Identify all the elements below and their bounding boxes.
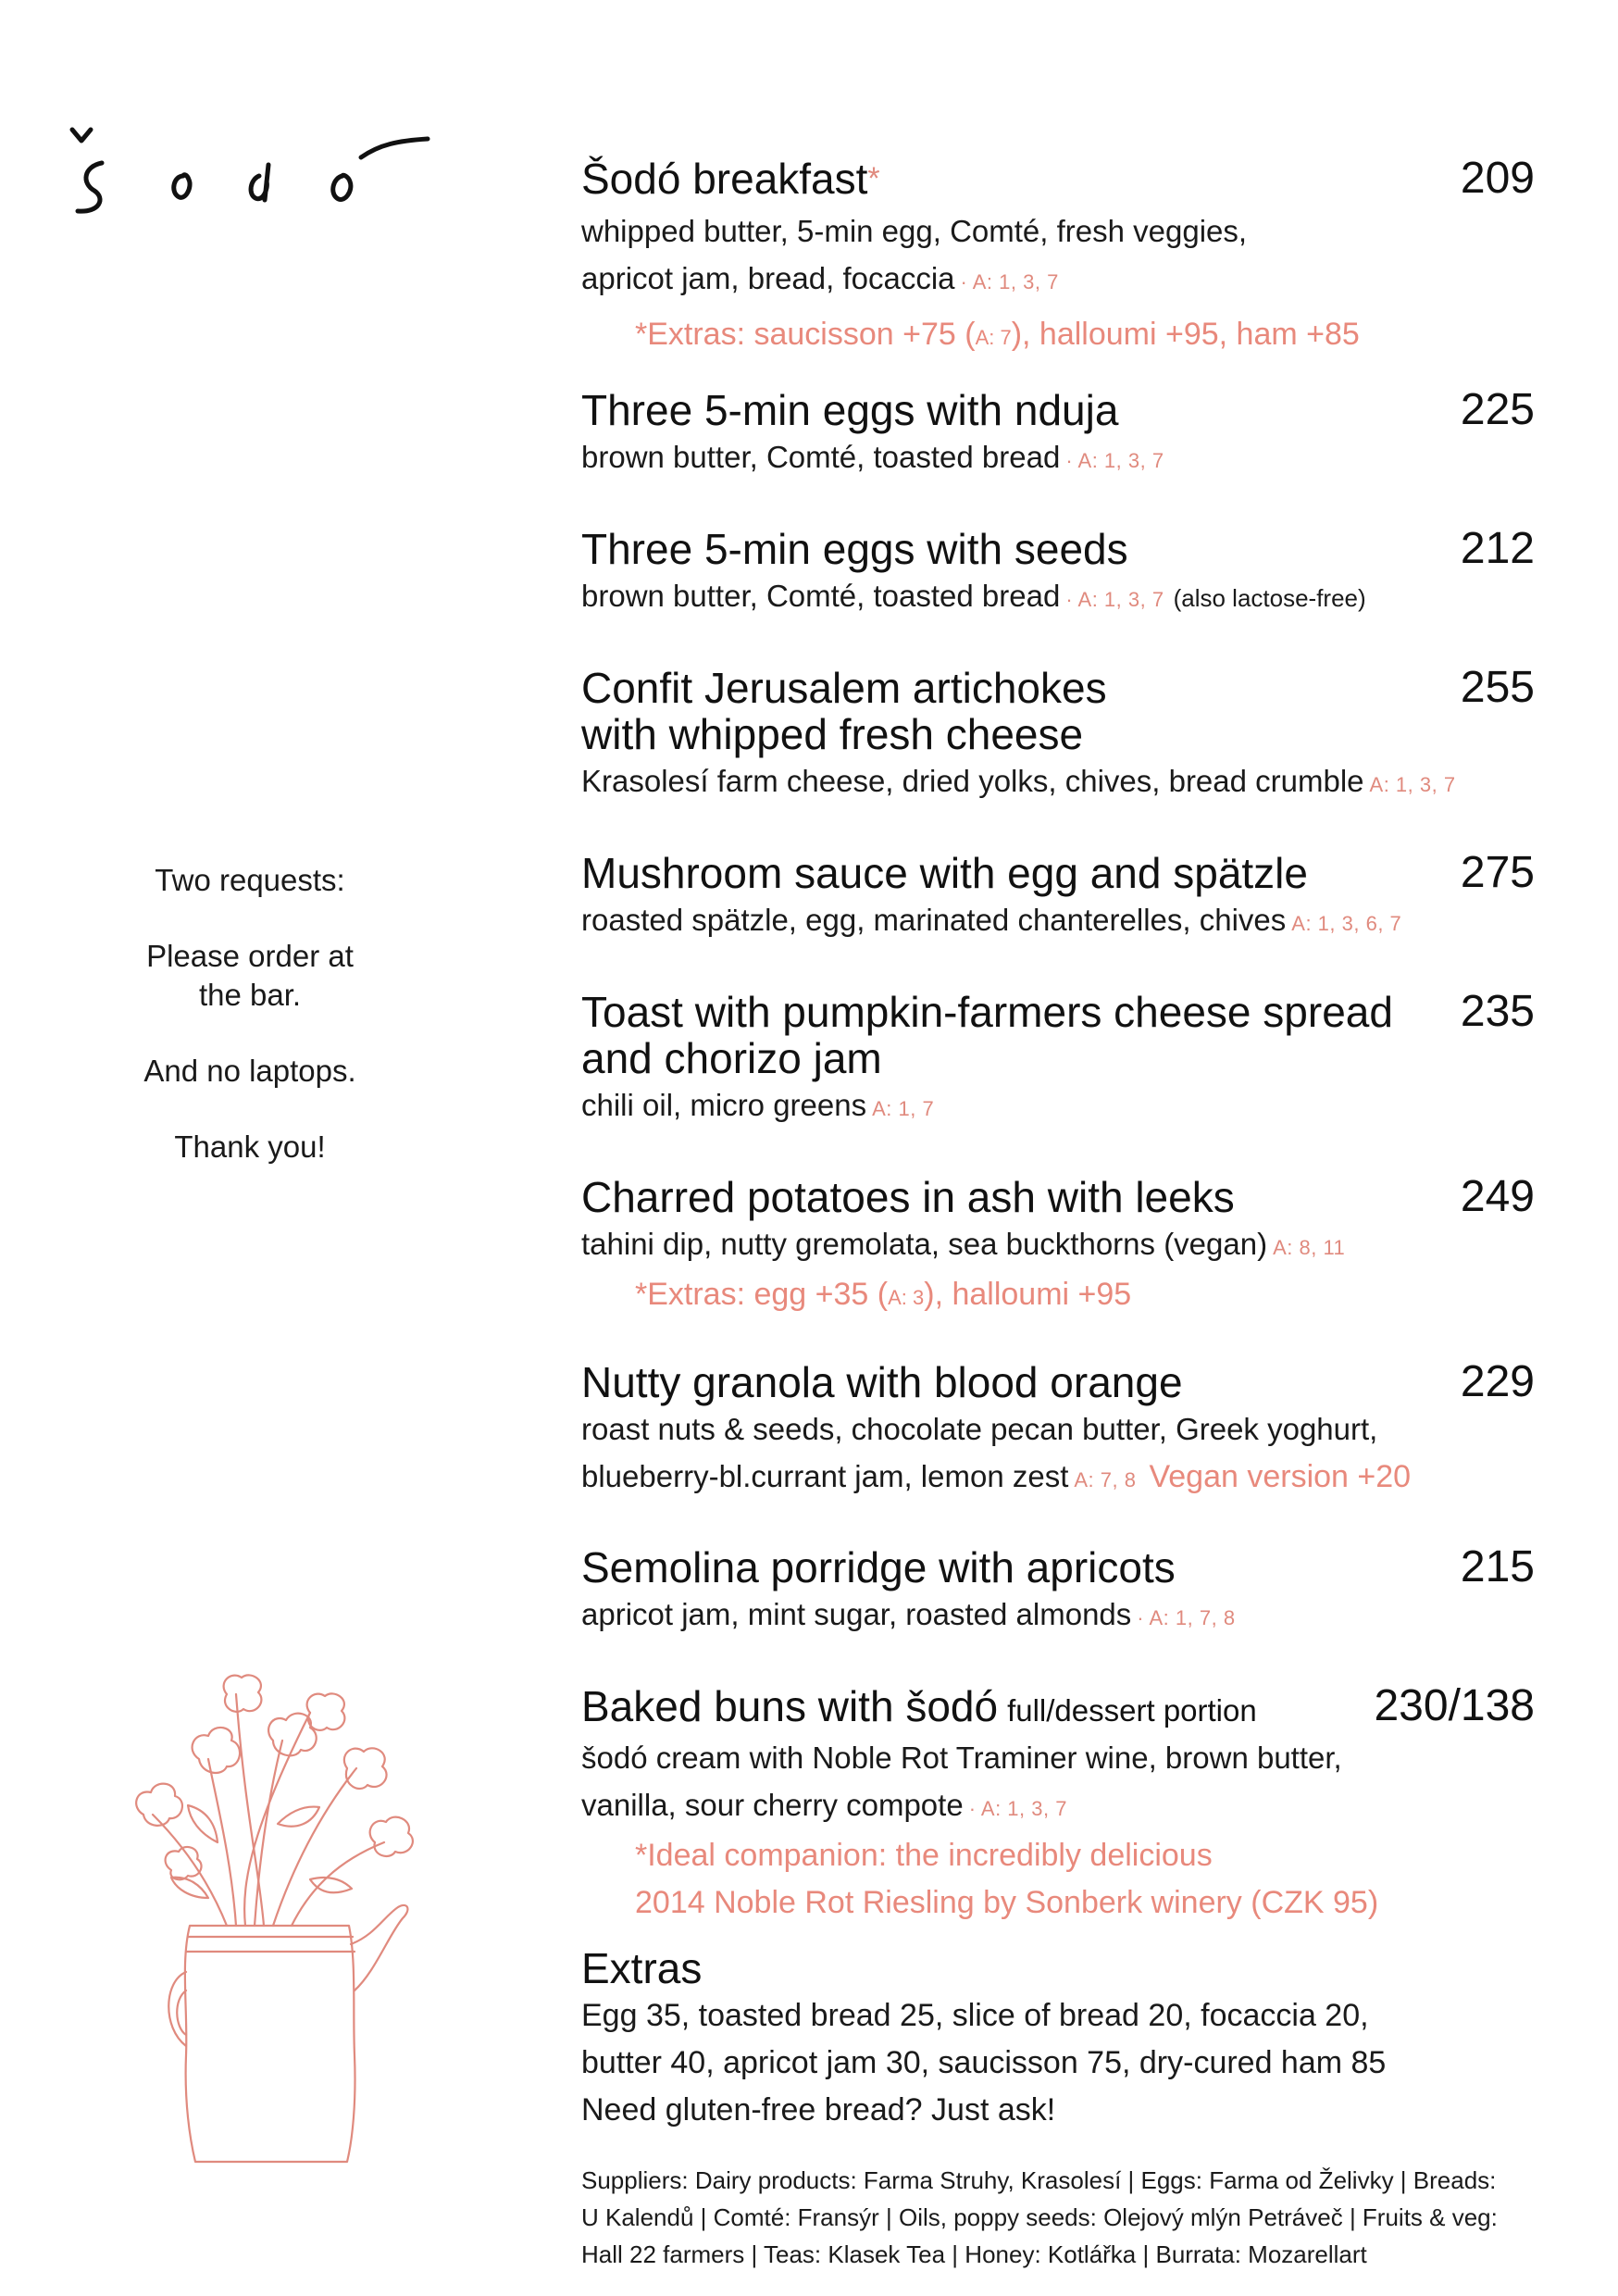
allergen-codes: · A: 1, 3, 7 [960, 270, 1059, 293]
menu-item-title: Šodó breakfast* [581, 155, 880, 203]
menu-item-price: 215 [1460, 1542, 1535, 1591]
menu-item [581, 387, 1535, 484]
sodo-logo [65, 109, 435, 230]
allergen-codes: A: 8, 11 [1273, 1236, 1346, 1259]
requests-line: And no laptops. [143, 1054, 356, 1088]
requests-note [102, 861, 398, 1204]
allergen-codes: A: 1, 3, 6, 7 [1291, 912, 1402, 935]
requests-thanks: Thank you! [174, 1129, 326, 1164]
menu-item-description: vanilla, sour cherry compote · A: 1, 3, 7 [581, 1788, 1067, 1822]
menu-item-description: brown butter, Comté, toasted bread · A: 1, 3, 7 (also lactose-free) [581, 579, 1366, 613]
wine-pairing-note: *Ideal companion: the incredibly delicious [635, 1838, 1213, 1873]
menu-item [581, 989, 1535, 1132]
menu-item-title: Mushroom sauce with egg and spätzle [581, 849, 1308, 897]
suppliers-line: U Kalendů | Comté: Fransýr | Oils, poppy seeds: Olejový mlýn Petráveč | Fruits & veg: [581, 2203, 1498, 2231]
menu-item-title: and chorizo jam [581, 1034, 882, 1082]
menu-item-description: tahini dip, nutty gremolata, sea buckthorns (vegan) A: 8, 11 [581, 1227, 1346, 1261]
allergen-codes: A: 7, 8 [1074, 1468, 1137, 1491]
allergen-codes: · A: 1, 7, 8 [1137, 1606, 1236, 1629]
extras-heading: Extras [581, 1944, 703, 1992]
lactose-free-note: (also lactose-free) [1173, 584, 1366, 612]
allergen-codes: · A: 1, 3, 7 [1065, 449, 1164, 472]
requests-line: the bar. [198, 978, 302, 1012]
vegan-option: Vegan version +20 [1149, 1459, 1412, 1494]
allergen-codes: A: 1, 3, 7 [1369, 773, 1456, 796]
menu-item-price: 212 [1460, 524, 1535, 573]
menu-item [581, 156, 1535, 361]
menu-item-price: 275 [1460, 848, 1535, 897]
menu-item-title: Charred potatoes in ash with leeks [581, 1173, 1235, 1221]
wine-pairing-note: 2014 Noble Rot Riesling by Sonberk winery (CZK 95) [635, 1885, 1379, 1920]
extras-note: *Extras: saucisson +75 (A: 7), halloumi +95, ham +85 [635, 317, 1360, 352]
requests-line: Please order at [146, 939, 354, 973]
menu-item-description: Krasolesí farm cheese, dried yolks, chives, bread crumble A: 1, 3, 7 [581, 764, 1456, 798]
extras-line: butter 40, apricot jam 30, saucisson 75, dry-cured ham 85 [581, 2045, 1387, 2080]
requests-heading: Two requests: [155, 863, 345, 897]
menu-item [581, 1359, 1535, 1504]
extras-asterisk: * [867, 161, 880, 196]
menu-item-description: roasted spätzle, egg, marinated chanterelles, chives A: 1, 3, 6, 7 [581, 903, 1402, 937]
menu-item [581, 1683, 1535, 1927]
menu-item-title: Semolina porridge with apricots [581, 1543, 1176, 1591]
menu-item-description: blueberry-bl.currant jam, lemon zest A: 7, 8 Vegan version +20 [581, 1459, 1412, 1494]
menu-item [581, 665, 1535, 808]
allergen-codes: · A: 1, 3, 7 [1065, 588, 1164, 611]
portion-note: full/dessert portion [1007, 1693, 1257, 1728]
suppliers-line: Suppliers: Dairy products: Farma Struhy, Krasolesí | Eggs: Farma od Želivky | Breads: [581, 2166, 1497, 2194]
menu-item-title: Toast with pumpkin-farmers cheese spread [581, 988, 1393, 1036]
allergen-codes: A: 1, 7 [872, 1097, 935, 1120]
extras-note: *Extras: egg +35 (A: 3), halloumi +95 [635, 1277, 1132, 1312]
menu-item-price: 249 [1460, 1172, 1535, 1221]
menu-item-description: roast nuts & seeds, chocolate pecan butter, Greek yoghurt, [581, 1412, 1378, 1446]
menu-item-price: 255 [1460, 663, 1535, 712]
menu-item [581, 526, 1535, 623]
menu-item-title: Baked buns with šodó full/dessert portion [581, 1682, 1257, 1730]
menu-item-description: šodó cream with Noble Rot Traminer wine, brown butter, [581, 1741, 1342, 1775]
extras-section [581, 1944, 1535, 2134]
menu-item [581, 1174, 1535, 1321]
menu-item-title: Three 5-min eggs with seeds [581, 525, 1128, 573]
menu-item-price: 230/138 [1374, 1681, 1535, 1730]
menu-item-title: Confit Jerusalem artichokes [581, 664, 1107, 712]
menu-item-price: 235 [1460, 987, 1535, 1036]
suppliers-footer [581, 2162, 1525, 2273]
menu-item-title: Nutty granola with blood orange [581, 1358, 1183, 1406]
menu-item-description: chili oil, micro greens A: 1, 7 [581, 1088, 935, 1122]
flower-vase-illustration [79, 1657, 477, 2176]
menu-item-title: Three 5-min eggs with nduja [581, 386, 1119, 434]
menu-item-price: 229 [1460, 1357, 1535, 1406]
menu-item-description: whipped butter, 5-min egg, Comté, fresh veggies, [581, 214, 1248, 248]
extras-line: Egg 35, toasted bread 25, slice of bread 20, focaccia 20, [581, 1998, 1369, 2033]
menu-item-description: apricot jam, mint sugar, roasted almonds · A: 1, 7, 8 [581, 1597, 1236, 1631]
suppliers-line: Hall 22 farmers | Teas: Klasek Tea | Honey: Kotlářka | Burrata: Mozarellart [581, 2240, 1367, 2268]
menu-item-price: 225 [1460, 385, 1535, 434]
menu-item [581, 1544, 1535, 1641]
allergen-codes: · A: 1, 3, 7 [968, 1797, 1067, 1820]
menu-item [581, 850, 1535, 947]
menu-item-description: apricot jam, bread, focaccia · A: 1, 3, 7 [581, 261, 1059, 295]
gluten-free-note: Need gluten-free bread? Just ask! [581, 2092, 1056, 2128]
menu-item-description: brown butter, Comté, toasted bread · A: 1, 3, 7 [581, 440, 1164, 474]
menu-item-price: 209 [1460, 154, 1535, 203]
menu-item-title: with whipped fresh cheese [581, 710, 1084, 758]
